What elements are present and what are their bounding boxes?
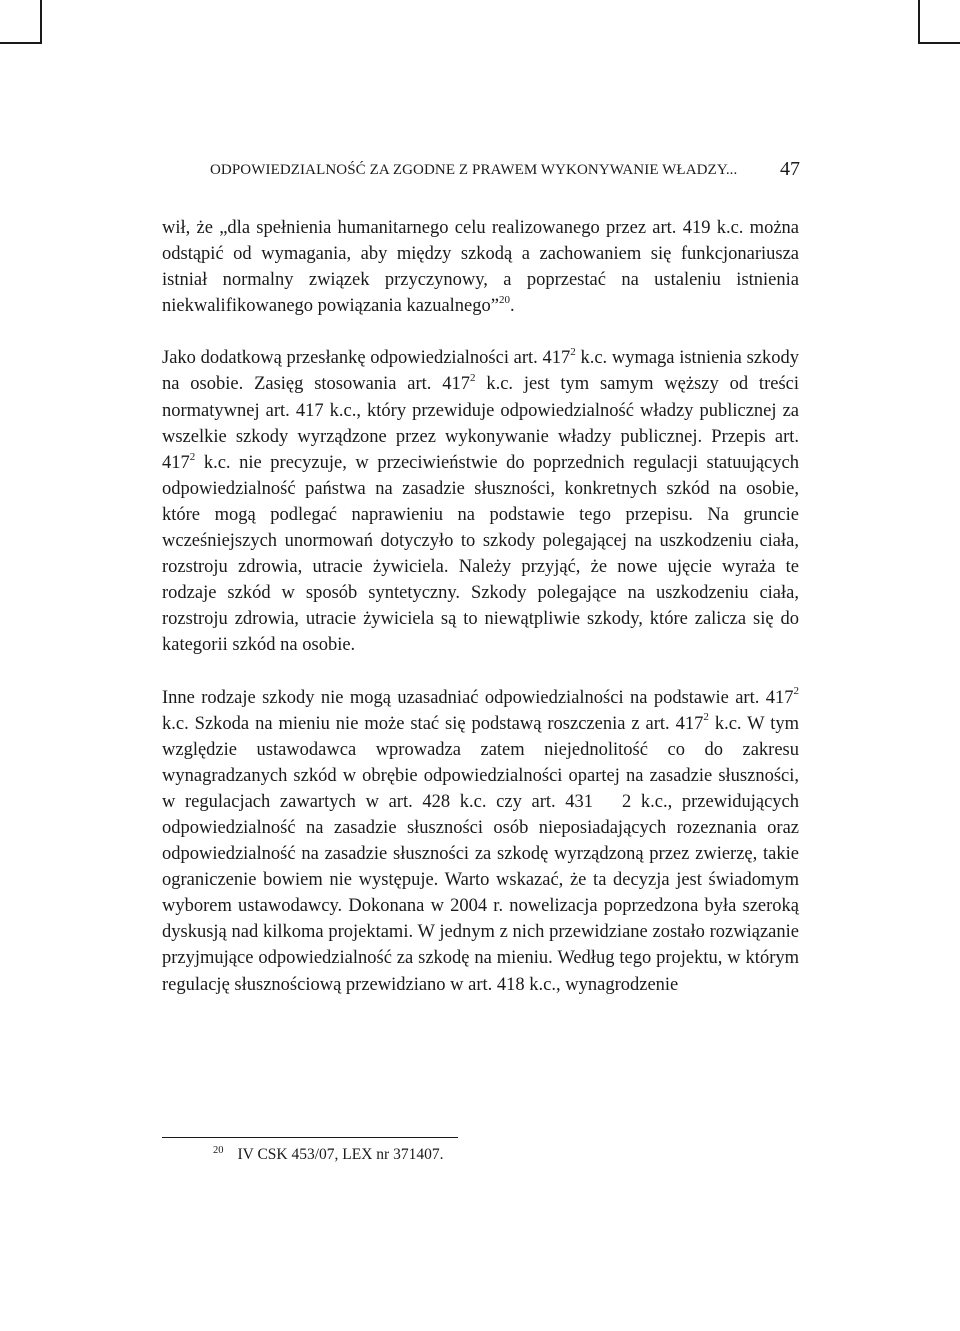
- paragraph-2-text-1: Jako dodatkową przesłankę odpowiedzialności art. 417: [162, 348, 571, 369]
- footnote-text: IV CSK 453/07, LEX nr 371407.: [237, 1146, 444, 1164]
- superscript: 2: [470, 372, 476, 385]
- paragraph-2-text-2: k.c. wymaga istnienia szkody na osobie. Zasięg stosowania art. 417: [162, 348, 799, 395]
- paragraph-2-text-3: k.c. jest tym samym węższy od treści normatywnej art. 417 k.c., który przewiduje odpowiedzialność władzy publicznej za wszelkie szkody wyrządzone przez wykonywanie władzy publicznej. Przepis art. 417: [162, 374, 799, 473]
- crop-mark-top-right-horizontal: [918, 42, 960, 44]
- superscript: 2: [570, 346, 576, 359]
- paragraph-3-text-2: k.c. Szkoda na mieniu nie może stać się podstawą roszczenia z art. 417: [162, 713, 704, 734]
- page-number: 47: [780, 158, 800, 180]
- paragraph-3: [162, 685, 799, 998]
- paragraph-1-text: wił, że „dla spełnienia humanitarnego celu realizowanego przez art. 419 k.c. można odstąpić od wymagania, aby między szkodą a zachowaniem się funkcjonariusza istniał normalny związek przyczynowy, a poprzestać na ustaleniu istnienia niekwalifikowanego powiązania kazualnego”: [162, 218, 799, 317]
- superscript: 2: [703, 711, 709, 724]
- footnote-reference: 20: [498, 294, 510, 307]
- running-title: ODPOWIEDZIALNOŚĆ ZA ZGODNE Z PRAWEM WYKONYWANIE WŁADZY...: [210, 162, 738, 178]
- superscript: 2: [793, 685, 799, 698]
- footnote-number: 20: [213, 1145, 224, 1156]
- crop-mark-top-left-horizontal: [0, 42, 42, 44]
- crop-mark-top-right-vertical: [918, 0, 920, 44]
- footnote-separator: [162, 1137, 458, 1138]
- paragraph-3-text-1: Inne rodzaje szkody nie mogą uzasadniać odpowiedzialności na podstawie art. 417: [162, 687, 794, 708]
- superscript: 2: [189, 450, 196, 463]
- body-text: [162, 215, 799, 998]
- paragraph-2-text-4: k.c. nie precyzuje, w przeciwieństwie do poprzednich regulacji statuujących odpowiedzialność państwa na zasadzie słuszności, konkretnych szkód na osobie, które mogą podlegać naprawieniu na podstawie tego przepisu. Na gruncie wcześniejszych unormowań dotyczyło to szkody polegającej na uszkodzeniu ciała, rozstroju zdrowia, utracie żywiciela. Należy przyjąć, że nowe ujęcie wyraża te rodzaje szkód w sposób syntetyczny. Szkody polegające na uszkodzeniu ciała, rozstroju zdrowia, utracie żywiciela są to niewątpliwie szkody, które zalicza się do kategorii szkód na osobie.: [162, 452, 799, 656]
- footnote: [213, 1145, 443, 1164]
- paragraph-1: [162, 215, 799, 319]
- paragraph-1-end: .: [509, 296, 515, 317]
- paragraph-2: [162, 345, 799, 658]
- paragraph-3-text-3: k.c. W tym względzie ustawodawca wprowadza zatem niejednolitość co do zakresu wynagradzanych szkód w obrębie odpowiedzialności opartej na zasadzie słuszności, w regulacjach zawartych w art. 428 k.c. czy art. 431 2 k.c., przewidujących odpowiedzialność na zasadzie słuszności osób nieposiadających rozeznania oraz odpowiedzialność na zasadzie słuszności za szkodę wyrządzoną przez zwierzę, takie ograniczenie bowiem nie występuje. Warto wskazać, że ta decyzja jest świadomym wyborem ustawodawcy. Dokonana w 2004 r. nowelizacja poprzedzona była szeroką dyskusją nad kilkoma projektami. W jednym z nich przewidziane zostało rozwiązanie przyjmujące odpowiedzialność za szkodę na mieniu. Według tego projektu, w którym regulację słusznościową przewidziano w art. 418 k.c., wynagrodzenie: [162, 713, 799, 995]
- crop-mark-top-left-vertical: [40, 0, 42, 44]
